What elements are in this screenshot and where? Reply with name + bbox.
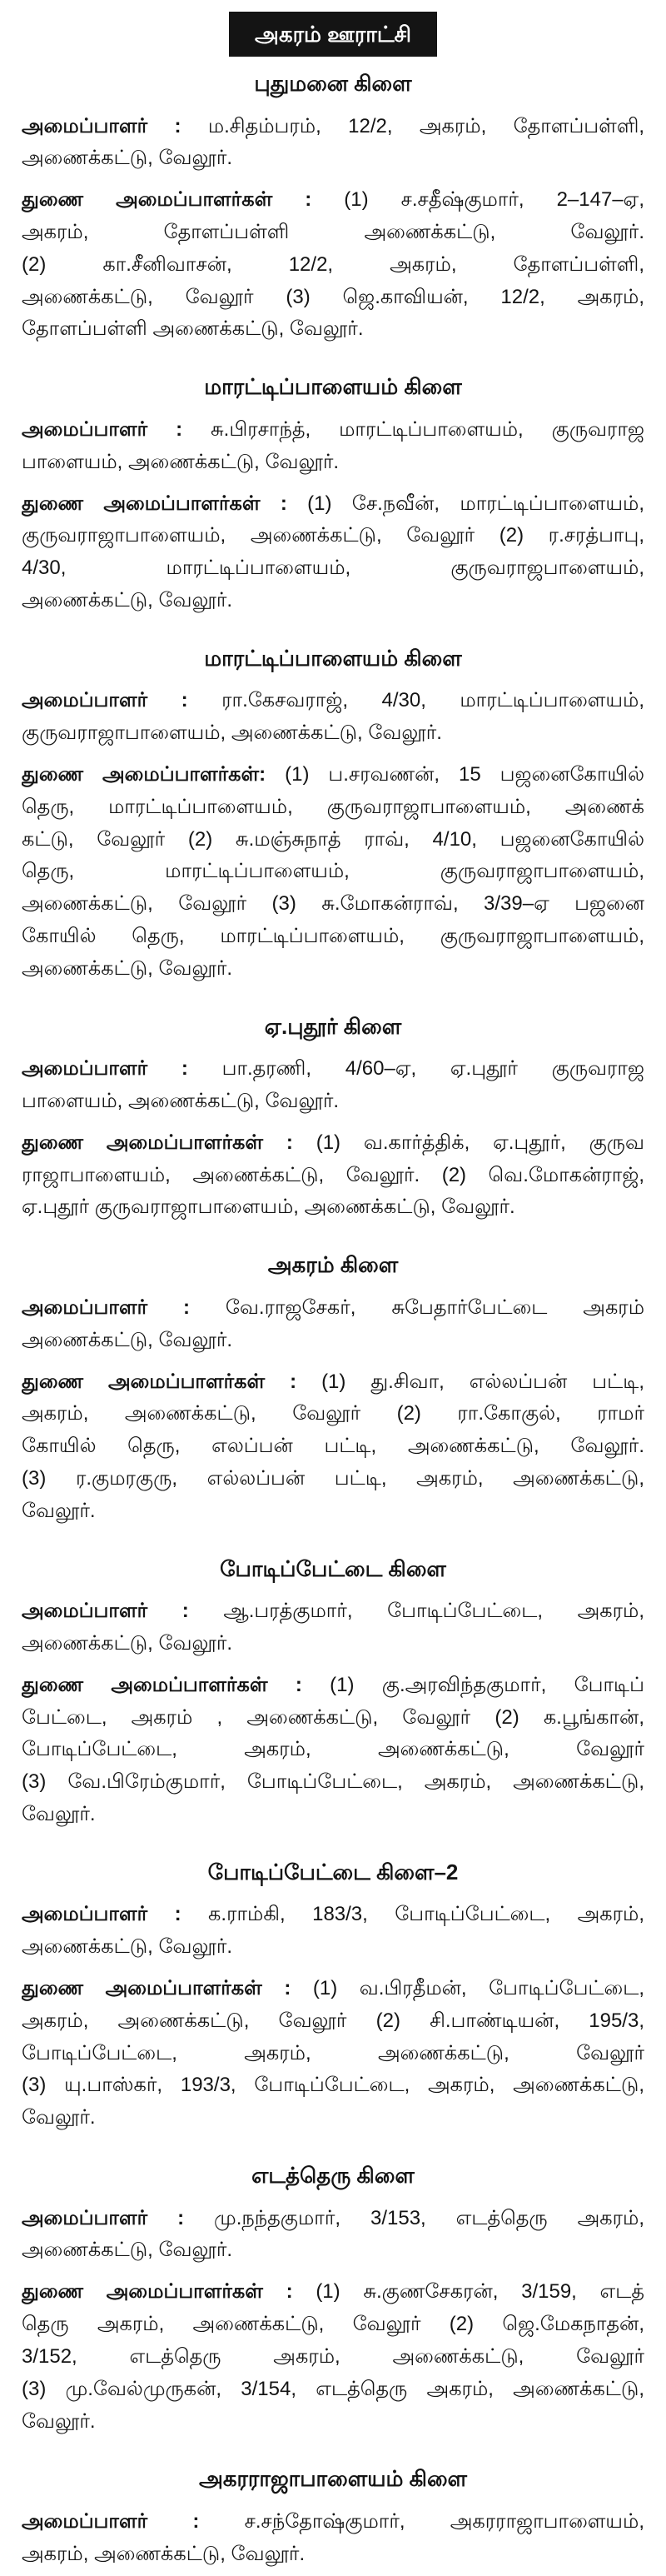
deputies-line-text: (1) து.சிவா, எல்லப்பன் பட்டி, — [321, 1370, 644, 1393]
branch-section — [22, 642, 644, 986]
branch-heading: மாரட்டிப்பாளையம் கிளை — [204, 645, 462, 671]
deputies-line: வேலூர். — [22, 1499, 96, 1522]
organizer-label: அமைப்பாளர் : — [22, 114, 181, 137]
organizer-line-text: ரா.கேசவராஜ், 4/30, மாரட்டிப்பாளையம், — [221, 689, 644, 712]
deputies-line: போடிப்பேட்டை, அகரம், அணைக்கட்டு, வேலூர் — [22, 2041, 644, 2064]
deputies-line: அணைக்கட்டு, வேலூர். — [22, 588, 233, 612]
organizer-label: அமைப்பாளர் : — [22, 2206, 185, 2229]
deputies-paragraph — [22, 488, 644, 617]
organizer-line — [22, 1292, 644, 1325]
organizer-label: அமைப்பாளர் : — [22, 1057, 188, 1081]
branch-section — [22, 67, 644, 346]
deputies-line: போடிப்பேட்டை, அகரம், அணைக்கட்டு, வேலூர் — [22, 1738, 644, 1761]
deputies-line — [22, 1366, 644, 1399]
organizer-paragraph — [22, 1899, 644, 1964]
deputies-line: அகரம், அணைக்கட்டு, வேலூர் (2) சி.பாண்டியன், 195/3, — [22, 2009, 644, 2032]
branch-section — [22, 1552, 644, 1831]
deputies-line — [22, 488, 644, 521]
organizer-line: அணைக்கட்டு, வேலூர். — [22, 1328, 233, 1351]
organizer-line — [22, 2203, 644, 2235]
deputies-line-text: (1) கு.அரவிந்தகுமார், போடிப் — [330, 1673, 644, 1696]
deputies-line-text: (1) ச.சதீஷ்குமார், 2–147–ஏ, — [344, 188, 644, 212]
deputies-line: கோயில் தெரு, மாரட்டிப்பாளையம், குருவராஜாபாளையம், — [22, 925, 644, 947]
deputies-line — [22, 184, 644, 217]
branch-section — [22, 2159, 644, 2438]
branch-section — [22, 370, 644, 617]
deputies-label: துணை அமைப்பாளர்கள் : — [22, 1131, 293, 1154]
organizer-line-text: ஆ.பரத்குமார், போடிப்பேட்டை, அகரம், — [223, 1600, 644, 1623]
deputies-paragraph — [22, 184, 644, 346]
deputies-label: துணை அமைப்பாளர்கள் : — [22, 1370, 297, 1393]
organizer-paragraph — [22, 2203, 644, 2268]
deputies-line-text: (1) சு.குணசேகரன், 3/159, எடத் — [316, 2280, 644, 2304]
deputies-line: ஏ.புதூர் குருவராஜாபாளையம், அணைக்கட்டு, வேலூர். — [22, 1196, 515, 1219]
branch-section — [22, 2462, 644, 2570]
organizer-label: அமைப்பாளர் : — [22, 417, 183, 441]
organizer-line — [22, 685, 644, 717]
branch-heading: அகரம் கிளை — [267, 1252, 399, 1278]
organizer-line — [22, 111, 644, 143]
deputies-label: துணை அமைப்பாளர்கள் : — [22, 2280, 293, 2304]
deputies-line: 4/30, மாரட்டிப்பாளையம், குருவராஜபாளையம், — [22, 557, 644, 580]
organizer-line: அணைக்கட்டு, வேலூர். — [22, 147, 233, 170]
deputies-label: துணை அமைப்பாளர்கள் : — [22, 1673, 302, 1696]
branch-heading: எடத்தெரு கிளை — [251, 2163, 415, 2189]
organizer-label: அமைப்பாளர் : — [22, 1295, 191, 1319]
deputies-line — [22, 1127, 644, 1160]
organizer-line: பாளையம், அணைக்கட்டு, வேலூர். — [22, 450, 340, 473]
branch-heading: போடிப்பேட்டை கிளை–2 — [207, 1859, 459, 1885]
organizer-paragraph — [22, 2506, 644, 2571]
deputies-line: அணைக்கட்டு, வேலூர். — [22, 956, 233, 980]
deputies-line: (3) ர.குமரகுரு, எல்லப்பன் பட்டி, அகரம், அணைக்கட்டு, — [22, 1466, 644, 1490]
deputies-paragraph — [22, 1670, 644, 1831]
organizer-line — [22, 1899, 644, 1931]
deputies-line: வேலூர். — [22, 2106, 96, 2129]
deputies-line: தெரு, மாரட்டிப்பாளையம், குருவராஜாபாளையம், — [22, 860, 644, 883]
deputies-paragraph — [22, 2276, 644, 2438]
deputies-line: (3) வே.பிரேம்குமார், போடிப்பேட்டை, அகரம், அணைக்கட்டு, — [22, 1770, 644, 1794]
deputies-line: (2) கா.சீனிவாசன், 12/2, அகரம், தோளப்பள்ளி, — [22, 252, 644, 276]
deputies-paragraph — [22, 759, 644, 986]
deputies-paragraph — [22, 1973, 644, 2134]
organizer-line: பாளையம், அணைக்கட்டு, வேலூர். — [22, 1089, 340, 1112]
deputies-line: கட்டு, வேலூர் (2) சு.மஞ்சுநாத் ராவ், 4/10, பஜனைகோயில் — [22, 827, 644, 851]
organizer-line-text: ம.சிதம்பரம், 12/2, அகரம், தோளப்பள்ளி, — [207, 114, 644, 137]
branch-heading: அகரராஜாபாளையம் கிளை — [198, 2466, 468, 2492]
deputies-line — [22, 1973, 644, 2005]
organizer-label: அமைப்பாளர் : — [22, 1903, 181, 1926]
organizer-line — [22, 1595, 644, 1628]
organizer-line: அணைக்கட்டு, வேலூர். — [22, 1935, 233, 1959]
organizer-paragraph — [22, 1292, 644, 1357]
organizer-line: அணைக்கட்டு, வேலூர். — [22, 1631, 233, 1655]
organizer-paragraph — [22, 1053, 644, 1118]
deputies-line: தெரு, மாரட்டிப்பாளையம், குருவராஜாபாளையம், அணைக் — [22, 795, 644, 818]
organizer-label: அமைப்பாளர் : — [22, 689, 188, 712]
page-title: அகரம் ஊராட்சி — [229, 12, 437, 57]
deputies-line-text: (1) வ.கார்த்திக், ஏ.புதூர், குருவ — [316, 1131, 644, 1154]
organizer-paragraph — [22, 111, 644, 176]
branch-heading: மாரட்டிப்பாளையம் கிளை — [204, 374, 462, 400]
deputies-line: வேலூர். — [22, 2409, 96, 2433]
organizer-line-text: பா.தரணி, 4/60–ஏ, ஏ.புதூர் குருவராஜ — [221, 1057, 644, 1081]
branch-section — [22, 1248, 644, 1527]
branch-heading: போடிப்பேட்டை கிளை — [220, 1555, 446, 1581]
branch-heading: புதுமனை கிளை — [254, 71, 412, 96]
organizer-line-text: க.ராம்கி, 183/3, போடிப்பேட்டை, அகரம், — [208, 1903, 644, 1926]
deputies-line: கோயில் தெரு, எலப்பன் பட்டி, அணைக்கட்டு, வேலூர். — [22, 1435, 644, 1458]
deputies-line: வேலூர். — [22, 1803, 96, 1825]
organizer-line — [22, 1053, 644, 1086]
deputies-label: துணை அமைப்பாளர்கள் : — [22, 1977, 291, 2000]
deputies-line: அகரம், அணைக்கட்டு, வேலூர் (2) ரா.கோகுல், ராமர் — [22, 1402, 644, 1425]
deputies-line: தோளப்பள்ளி அணைக்கட்டு, வேலூர். — [22, 317, 364, 341]
deputies-line: தெரு அகரம், அணைக்கட்டு, வேலூர் (2) ஜெ.மேகநாதன், — [22, 2313, 644, 2336]
organizer-paragraph — [22, 685, 644, 750]
branch-section — [22, 1855, 644, 2134]
organizer-line-text: ச.சந்தோஷ்குமார், அகரராஜாபாளையம், — [244, 2509, 644, 2533]
branch-heading: ஏ.புதூர் கிளை — [264, 1013, 402, 1039]
deputies-line: அகரம், தோளப்பள்ளி அணைக்கட்டு, வேலூர். — [22, 221, 644, 244]
organizer-label: அமைப்பாளர் : — [22, 1600, 189, 1623]
deputies-line-text: (1) சே.நவீன், மாரட்டிப்பாளையம், — [307, 492, 644, 515]
deputies-line — [22, 1670, 644, 1702]
deputies-line-text: (1) வ.பிரதீமன், போடிப்பேட்டை, — [312, 1977, 644, 2000]
deputies-line — [22, 759, 644, 791]
deputies-line: பேட்டை, அகரம் , அணைக்கட்டு, வேலூர் (2) க.பூங்கான், — [22, 1705, 644, 1729]
organizer-line: குருவராஜாபாளையம், அணைக்கட்டு, வேலூர். — [22, 721, 442, 745]
deputies-line: 3/152, எடத்தெரு அகரம், அணைக்கட்டு, வேலூர் — [22, 2344, 644, 2368]
deputies-line: ராஜாபாளையம், அணைக்கட்டு, வேலூர். (2) வெ.மோகன்ராஜ், — [22, 1163, 644, 1186]
organizer-paragraph — [22, 1595, 644, 1660]
organizer-line-text: மு.நந்தகுமார், 3/153, எடத்தெரு அகரம், — [214, 2206, 644, 2229]
deputies-paragraph — [22, 1366, 644, 1528]
deputies-label: துணை அமைப்பாளர்கள்: — [22, 763, 266, 786]
deputies-paragraph — [22, 1127, 644, 1224]
organizer-paragraph — [22, 414, 644, 479]
organizer-line-text: வே.ராஜசேகர், சுபேதார்பேட்டை அகரம் — [225, 1295, 644, 1319]
deputies-line — [22, 2276, 644, 2309]
deputies-line: குருவராஜாபாளையம், அணைக்கட்டு, வேலூர் (2) ர.சரத்பாபு, — [22, 524, 644, 547]
organizer-label: அமைப்பாளர் : — [22, 2509, 200, 2533]
deputies-line: அணைக்கட்டு, வேலூர் (3) சு.மோகன்ராவ், 3/39–ஏ பஜனை — [22, 892, 644, 916]
organizer-line: அகரம், அணைக்கட்டு, வேலூர். — [22, 2542, 306, 2565]
deputies-line-text: (1) ப.சரவணன், 15 பஜனைகோயில் — [285, 763, 644, 786]
deputies-line: (3) மு.வேல்முருகன், 3/154, எடத்தெரு அகரம், அணைக்கட்டு, — [22, 2377, 644, 2400]
organizer-line — [22, 2506, 644, 2539]
branch-section — [22, 1010, 644, 1225]
deputies-line: அணைக்கட்டு, வேலூர் (3) ஜெ.காவியன், 12/2, அகரம், — [22, 285, 644, 308]
organizer-line: அணைக்கட்டு, வேலூர். — [22, 2239, 233, 2262]
organizer-line — [22, 414, 644, 447]
deputies-line: (3) யு.பாஸ்கர், 193/3, போடிப்பேட்டை, அகரம், அணைக்கட்டு, — [22, 2074, 644, 2097]
deputies-label: துணை அமைப்பாளர்கள் : — [22, 188, 312, 212]
organizer-line-text: சு.பிரசாந்த், மாரட்டிப்பாளையம், குருவராஜ — [211, 417, 644, 441]
deputies-label: துணை அமைப்பாளர்கள் : — [22, 492, 287, 515]
